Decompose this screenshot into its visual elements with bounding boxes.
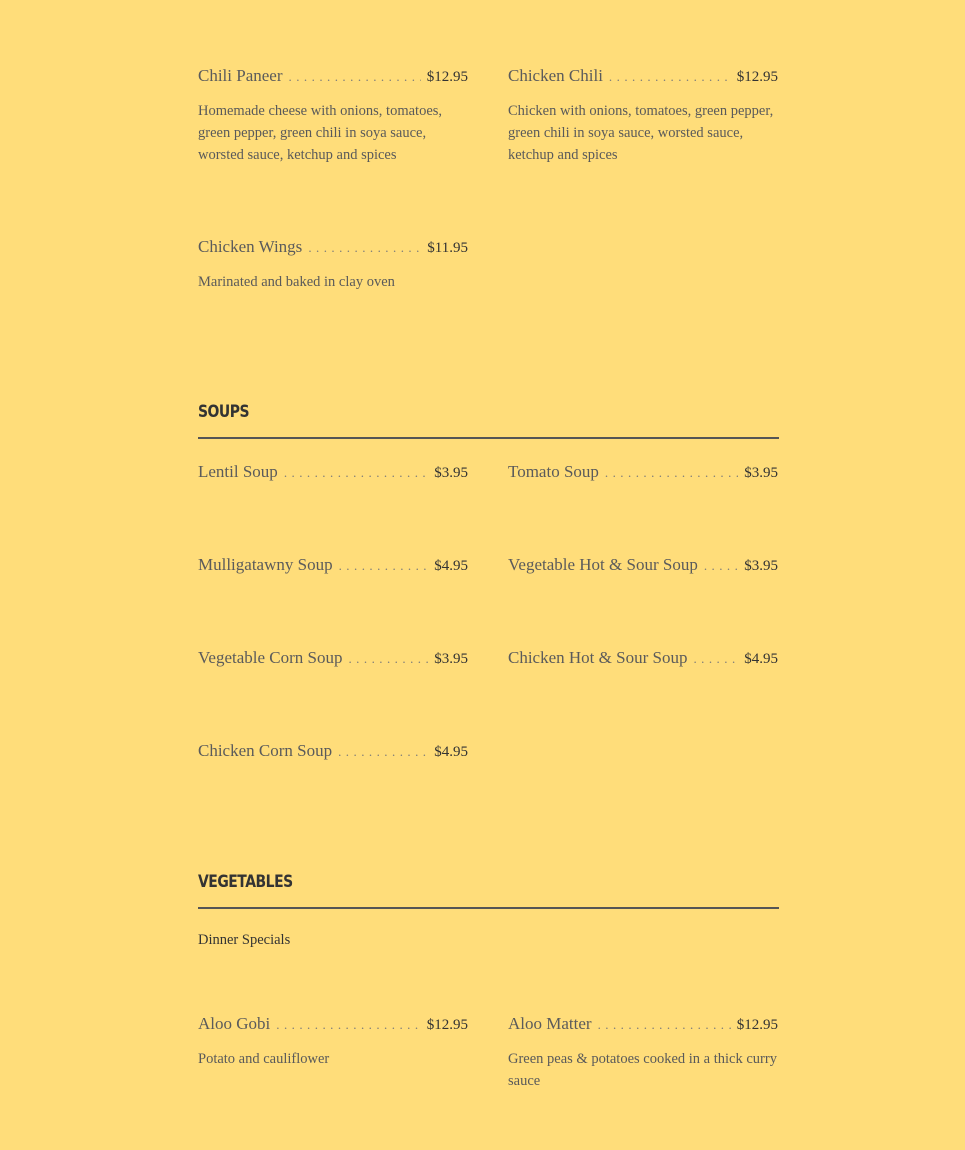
menu-item-aloo-gobi <box>198 1014 468 1070</box>
dot-leader <box>338 744 428 760</box>
menu-item-chili-paneer <box>198 66 468 166</box>
menu-item-chicken-chili <box>508 66 778 166</box>
dot-leader <box>339 558 429 574</box>
menu-item-aloo-matter <box>508 1014 778 1092</box>
dot-leader <box>605 465 738 481</box>
dot-leader <box>598 1017 731 1033</box>
section-title-vegetables: VEGETABLES <box>198 872 293 892</box>
item-description: Chicken with onions, tomatoes, green pepper, green chili in soya sauce, worsted sauce, ketchup and spices <box>508 103 774 163</box>
menu-item-lentil-soup <box>198 462 468 484</box>
item-price: $3.95 <box>434 651 468 667</box>
item-name: Chicken Chili <box>508 66 603 85</box>
item-name: Chili Paneer <box>198 66 283 85</box>
menu-item-chicken-wings <box>198 237 468 293</box>
item-description: Potato and cauliflower <box>198 1051 330 1067</box>
item-description: Homemade cheese with onions, tomatoes, green pepper, green chili in soya sauce, worsted sauce, ketchup and spices <box>198 103 443 163</box>
item-name: Lentil Soup <box>198 462 278 481</box>
item-price: $12.95 <box>736 1017 778 1033</box>
item-description: Green peas & potatoes cooked in a thick curry sauce <box>508 1051 777 1089</box>
item-price: $4.95 <box>744 651 778 667</box>
dot-leader <box>609 69 731 85</box>
item-price: $12.95 <box>426 69 468 85</box>
item-name: Mulligatawny Soup <box>198 555 333 574</box>
menu-item-vegetable-corn-soup <box>198 648 468 670</box>
menu-item-vegetable-hot-sour-soup <box>508 555 778 577</box>
item-name: Vegetable Hot & Sour Soup <box>508 555 698 574</box>
dot-leader <box>308 240 421 256</box>
item-name: Chicken Hot & Sour Soup <box>508 648 688 667</box>
dot-leader <box>289 69 421 85</box>
item-price: $12.95 <box>736 69 778 85</box>
item-name: Tomato Soup <box>508 462 599 481</box>
item-name: Aloo Matter <box>508 1014 592 1033</box>
item-name: Chicken Corn Soup <box>198 741 333 760</box>
item-name: Vegetable Corn Soup <box>198 648 343 667</box>
item-name: Chicken Wings <box>198 237 303 256</box>
item-price: $12.95 <box>426 1017 468 1033</box>
section-title-soups: SOUPS <box>198 402 250 422</box>
item-name: Aloo Gobi <box>198 1014 271 1033</box>
dot-leader <box>693 651 738 667</box>
menu-item-tomato-soup <box>508 462 778 484</box>
dot-leader <box>704 558 738 574</box>
item-price: $4.95 <box>434 744 468 760</box>
dot-leader <box>348 651 428 667</box>
item-price: $3.95 <box>744 558 778 574</box>
dot-leader <box>284 465 428 481</box>
item-price: $11.95 <box>427 240 468 256</box>
item-price: $3.95 <box>744 465 778 481</box>
menu-item-chicken-hot-sour-soup <box>508 648 778 670</box>
menu-item-chicken-corn-soup <box>198 741 468 763</box>
dot-leader <box>276 1017 421 1033</box>
item-price: $4.95 <box>434 558 468 574</box>
section-divider <box>198 437 779 439</box>
menu-item-mulligatawny-soup <box>198 555 468 577</box>
item-description: Marinated and baked in clay oven <box>198 274 395 290</box>
section-subtitle: Dinner Specials <box>198 932 291 948</box>
section-divider <box>198 907 779 909</box>
item-price: $3.95 <box>434 465 468 481</box>
